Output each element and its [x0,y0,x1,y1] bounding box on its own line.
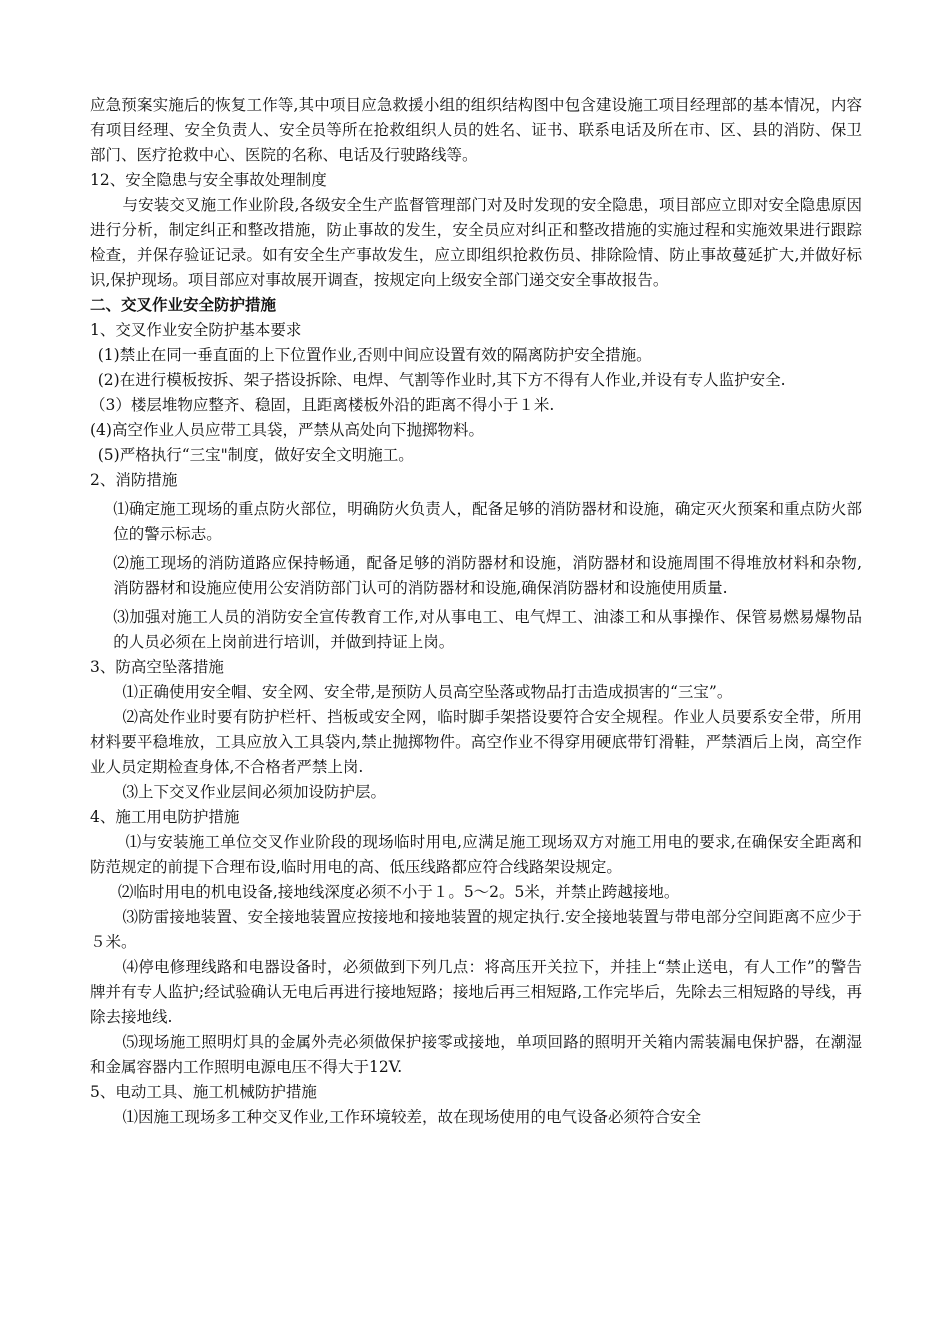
list-item: ⑴与安装施工单位交叉作业阶段的现场临时用电,应满足施工现场双方对施工用电的要求,在确保安全距离和防范规定的前提下合理布设,临时用电的高、低压线路都应符合线路架设规定。 [90,833,862,876]
list-item: (1)禁止在同一垂直面的上下位置作业,否则中间应设置有效的隔离防护安全措施。 [97,346,652,364]
paragraph: 与安装交叉施工作业阶段,各级安全生产监督管理部门对及时发现的安全隐患，项目部应立即对安全隐患原因进行分析，制定纠正和整改措施，防止事故的发生，安全员应对纠正和整改措施的实施过程和实施效果进行跟踪检查，并保存验证记录。如有安全生产事故发生，应立即组织抢救伤员、排除险情、防止事故蔓延扩大,并做好标识,保护现场。项目部应对事故展开调查，按规定向上级安全部门递交安全事故报告。 [90,196,862,289]
paragraph: (4)高空作业人员应带工具袋，严禁从高处向下抛掷物料。 [90,421,484,439]
section-heading: 二、交叉作业安全防护措施 [90,296,277,314]
list-item: ⑵施工现场的消防道路应保持畅通，配备足够的消防器材和设施，消防器材和设施周围不得堆放材料和杂物,消防器材和设施应使用公安消防部门认可的消防器材和设施,确保消防器材和设施使用质量. [113,554,862,597]
list-item: ⑵临时用电的机电设备,接地线深度必须不小于１。5～2。5米，并禁止跨越接地。 [117,883,680,901]
subsection-heading: 2、消防措施 [90,471,178,489]
list-item: ⑴因施工现场多工种交叉作业,工作环境较差，故在现场使用的电气设备必须符合安全 [122,1108,701,1126]
subsection-heading: 1、交叉作业安全防护基本要求 [90,321,302,339]
list-item: ⑶防雷接地装置、安全接地装置应按接地和接地装置的规定执行.安全接地装置与带电部分空间距离不应少于５米。 [90,908,862,951]
subsection-heading: 12、安全隐患与安全事故处理制度 [90,171,327,189]
list-item: (5)严格执行“三宝"制度，做好安全文明施工。 [97,446,414,464]
subsection-heading: 4、施工用电防护措施 [90,808,240,826]
list-item: ⑸现场施工照明灯具的金属外壳必须做保护接零或接地，单项回路的照明开关箱内需装漏电保护器，在潮湿和金属容器内工作照明电源电压不得大于12V. [90,1033,862,1076]
subsection-heading: 5、电动工具、施工机械防护措施 [90,1083,317,1101]
paragraph: （3）楼层堆物应整齐、稳固，且距离楼板外沿的距离不得小于１米. [90,396,555,414]
document-body [90,93,862,1130]
list-item: ⑴正确使用安全帽、安全网、安全带,是预防人员高空坠落或物品打击造成损害的“三宝”。 [122,683,733,701]
subsection-heading: 3、防高空坠落措施 [90,658,224,676]
list-item: ⑴确定施工现场的重点防火部位，明确防火负责人，配备足够的消防器材和设施，确定灭火预案和重点防火部位的警示标志。 [113,500,862,543]
list-item: ⑵高处作业时要有防护栏杆、挡板或安全网，临时脚手架搭设要符合安全规程。作业人员要系安全带，所用材料要平稳堆放，工具应放入工具袋内,禁止抛掷物件。高空作业不得穿用硬底带钉滑鞋，严禁酒后上岗，高空作业人员定期检查身体,不合格者严禁上岗. [90,708,862,776]
list-item: (2)在进行模板按拆、架子搭设拆除、电焊、气割等作业时,其下方不得有人作业,并设有专人监护安全. [97,371,786,389]
list-item: ⑷停电修理线路和电器设备时，必须做到下列几点：将高压开关拉下，并挂上“禁止送电，有人工作”的警告牌并有专人监护;经试验确认无电后再进行接地短路；接地后再三相短路,工作完毕后，先除去三相短路的导线，再除去接地线. [90,958,862,1026]
list-item: ⑶上下交叉作业层间必须加设防护层。 [122,783,387,801]
paragraph: 应急预案实施后的恢复工作等,其中项目应急救援小组的组织结构图中包含建设施工项目经理部的基本情况，内容有项目经理、安全负责人、安全员等所在抢救组织人员的姓名、证书、联系电话及所在市、区、县的消防、保卫部门、医疗抢救中心、医院的名称、电话及行驶路线等。 [90,96,862,164]
list-item: ⑶加强对施工人员的消防安全宣传教育工作,对从事电工、电气焊工、油漆工和从事操作、保管易燃易爆物品的人员必须在上岗前进行培训，并做到持证上岗。 [113,608,862,651]
